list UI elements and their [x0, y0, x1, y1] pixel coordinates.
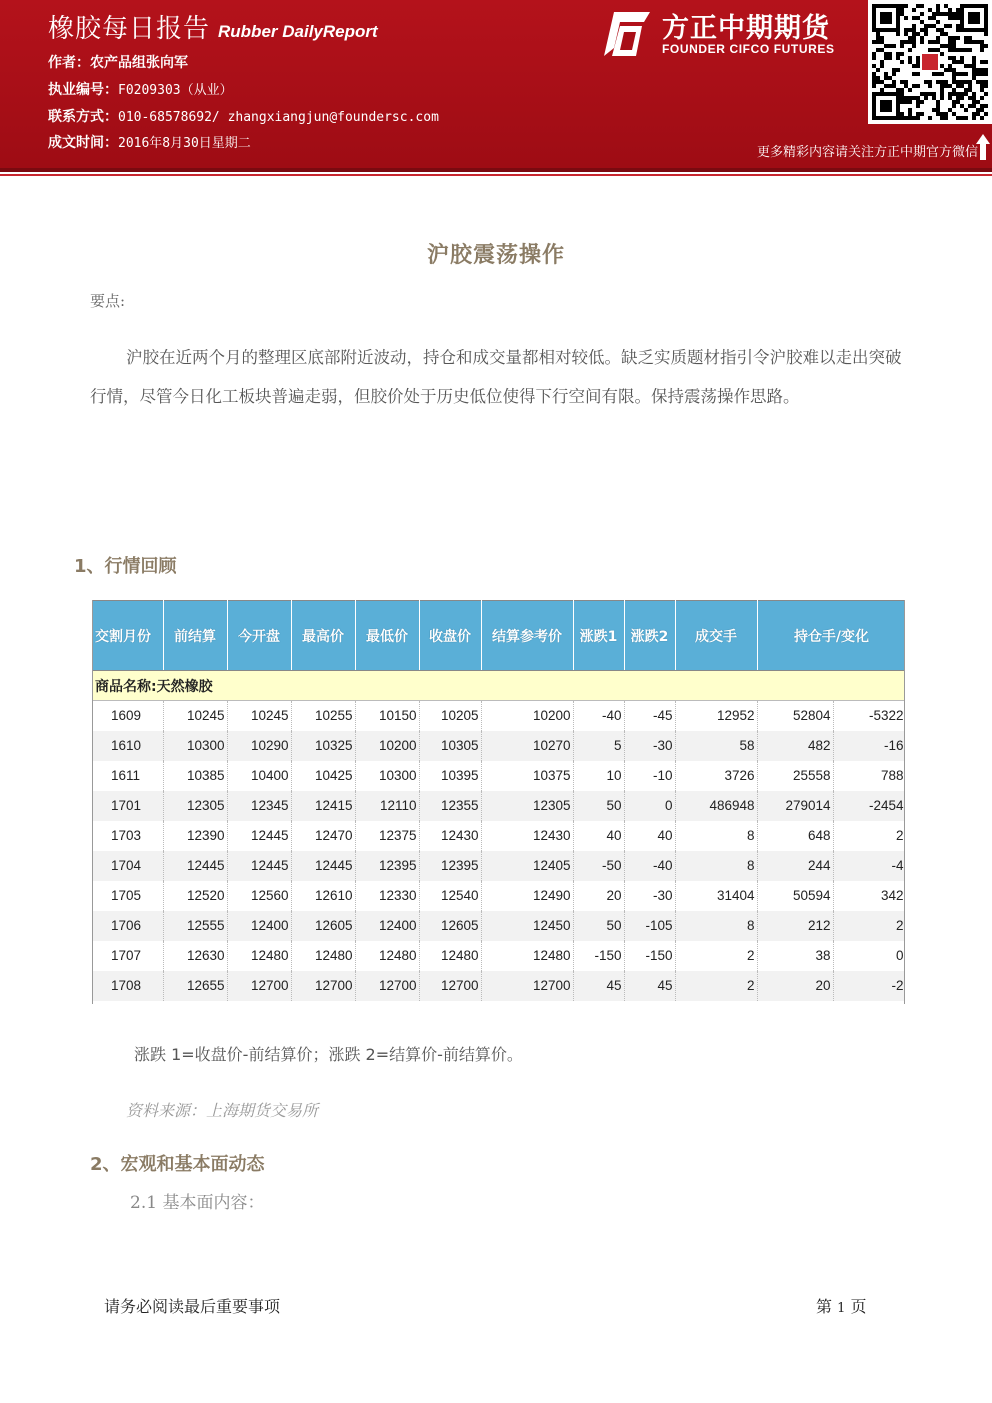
- column-header: 涨跌2: [624, 601, 675, 671]
- table-cell: 1703: [93, 821, 163, 851]
- column-header: 持仓手/变化: [757, 601, 905, 671]
- table-cell: 12390: [163, 821, 227, 851]
- table-cell: 8: [675, 821, 757, 851]
- table-cell: 12355: [419, 791, 481, 821]
- table-cell: -10: [624, 761, 675, 791]
- table-cell: -16: [833, 731, 905, 761]
- table-row: [93, 911, 905, 941]
- report-title-cn: 橡胶每日报告: [48, 14, 211, 44]
- key-points-label: 要点:: [90, 292, 126, 310]
- table-cell: 12700: [355, 971, 419, 1001]
- meta-contact-value: 010-68578692/ zhangxiangjun@foundersc.com: [118, 110, 439, 125]
- column-header: 今开盘: [227, 601, 291, 671]
- table-row: [93, 791, 905, 821]
- table-cell: 12345: [227, 791, 291, 821]
- table-cell: -5322: [833, 701, 905, 731]
- table-cell: 1609: [93, 701, 163, 731]
- table-cell: 10245: [163, 701, 227, 731]
- table-cell: 12700: [291, 971, 355, 1001]
- table-cell: 8: [675, 911, 757, 941]
- table-cell: 45: [573, 971, 624, 1001]
- table-row: [93, 731, 905, 761]
- table-cell: -2454: [833, 791, 905, 821]
- table-cell: 12430: [419, 821, 481, 851]
- table-cell: 3726: [675, 761, 757, 791]
- table-cell: 482: [757, 731, 833, 761]
- table-cell: 40: [624, 821, 675, 851]
- table-cell: 2: [675, 971, 757, 1001]
- meta-contact-label: 联系方式：: [48, 109, 118, 125]
- table-cell: 1706: [93, 911, 163, 941]
- column-header: 涨跌1: [573, 601, 624, 671]
- meta-contact: [48, 106, 439, 126]
- table-cell: 12400: [355, 911, 419, 941]
- header-divider-thin: [0, 174, 992, 176]
- table-cell: 1701: [93, 791, 163, 821]
- column-header: 成交手: [675, 601, 757, 671]
- table-cell: 12480: [227, 941, 291, 971]
- table-cell: 12480: [291, 941, 355, 971]
- meta-date-label: 成文时间：: [48, 135, 118, 151]
- table-cell: -45: [624, 701, 675, 731]
- table-cell: 12110: [355, 791, 419, 821]
- table-cell: 12655: [163, 971, 227, 1001]
- table-cell: 10305: [419, 731, 481, 761]
- table-cell: 12480: [419, 941, 481, 971]
- table-cell: 10375: [481, 761, 573, 791]
- table-cell: 12400: [227, 911, 291, 941]
- column-header: 最低价: [355, 601, 419, 671]
- table-cell: 1705: [93, 881, 163, 911]
- table-cell: 788: [833, 761, 905, 791]
- table-cell: 10300: [355, 761, 419, 791]
- table-row: [93, 941, 905, 971]
- table-cell: -150: [624, 941, 675, 971]
- table-cell: 5: [573, 731, 624, 761]
- company-logo: [604, 6, 856, 60]
- table-cell: 12630: [163, 941, 227, 971]
- table-cell: 12470: [291, 821, 355, 851]
- table-cell: 45: [624, 971, 675, 1001]
- table-cell: 212: [757, 911, 833, 941]
- table-cell: 10: [573, 761, 624, 791]
- table-cell: 10325: [291, 731, 355, 761]
- table-cell: 10400: [227, 761, 291, 791]
- subsection-heading-fundamentals: 2.1 基本面内容：: [130, 1193, 265, 1213]
- table-cell: 1611: [93, 761, 163, 791]
- meta-license: [48, 79, 233, 99]
- table-cell: 12405: [481, 851, 573, 881]
- table-cell: -150: [573, 941, 624, 971]
- table-cell: 0: [833, 941, 905, 971]
- table-cell: 12540: [419, 881, 481, 911]
- market-data-table: [92, 600, 905, 1004]
- table-cell: 10205: [419, 701, 481, 731]
- table-cell: -40: [624, 851, 675, 881]
- meta-author-value: 农产品组张向军: [90, 55, 188, 71]
- wechat-follow-text: 更多精彩内容请关注方正中期官方微信: [756, 145, 978, 160]
- table-cell: 12700: [227, 971, 291, 1001]
- table-row: [93, 881, 905, 911]
- qr-code-icon: [868, 0, 992, 124]
- table-cell: 12395: [419, 851, 481, 881]
- table-cell: -40: [573, 701, 624, 731]
- table-cell: 12480: [481, 941, 573, 971]
- table-cell: 12305: [163, 791, 227, 821]
- table-cell: 12610: [291, 881, 355, 911]
- table-cell: 40: [573, 821, 624, 851]
- table-row: [93, 971, 905, 1001]
- founder-logo-icon: [604, 10, 652, 58]
- table-cell: -4: [833, 851, 905, 881]
- table-cell: 10255: [291, 701, 355, 731]
- table-cell: 12430: [481, 821, 573, 851]
- table-cell: 10395: [419, 761, 481, 791]
- table-cell: 12480: [355, 941, 419, 971]
- table-cell: 58: [675, 731, 757, 761]
- table-cell: 12445: [227, 821, 291, 851]
- report-title: [48, 8, 378, 45]
- table-cell: 10245: [227, 701, 291, 731]
- product-name-row: 商品名称:天然橡胶: [93, 671, 905, 701]
- meta-license-label: 执业编号：: [48, 82, 118, 98]
- table-cell: 10425: [291, 761, 355, 791]
- table-cell: 1610: [93, 731, 163, 761]
- section-heading-market-review: 1、行情回顾: [74, 556, 177, 577]
- header-divider: [0, 168, 992, 172]
- table-cell: 31404: [675, 881, 757, 911]
- header-banner: [0, 0, 992, 168]
- table-cell: 12445: [163, 851, 227, 881]
- meta-author-label: 作者：: [48, 55, 90, 71]
- column-header: 前结算: [163, 601, 227, 671]
- table-cell: 10290: [227, 731, 291, 761]
- meta-license-value: F0209303（从业）: [118, 83, 233, 98]
- wechat-qr-code: [868, 0, 992, 124]
- table-row: [93, 761, 905, 791]
- table-cell: 50: [573, 791, 624, 821]
- table-cell: 1704: [93, 851, 163, 881]
- table-cell: -2: [833, 971, 905, 1001]
- table-cell: 1708: [93, 971, 163, 1001]
- table-cell: 10150: [355, 701, 419, 731]
- table-note: 涨跌 1=收盘价-前结算价；涨跌 2=结算价-前结算价。: [134, 1045, 523, 1064]
- table-cell: 25558: [757, 761, 833, 791]
- table-cell: 486948: [675, 791, 757, 821]
- table-cell: -30: [624, 881, 675, 911]
- table-cell: 12415: [291, 791, 355, 821]
- table-cell: -30: [624, 731, 675, 761]
- table-cell: 12450: [481, 911, 573, 941]
- table-cell: 52804: [757, 701, 833, 731]
- table-row: [93, 821, 905, 851]
- meta-date: [48, 132, 251, 152]
- page-suffix: 页: [850, 1297, 867, 1316]
- table-cell: 10300: [163, 731, 227, 761]
- page-prefix: 第: [816, 1297, 833, 1316]
- table-cell: 2: [833, 911, 905, 941]
- table-cell: -50: [573, 851, 624, 881]
- meta-author: [48, 52, 188, 72]
- table-cell: 12700: [419, 971, 481, 1001]
- table-cell: 342: [833, 881, 905, 911]
- summary-paragraph: 沪胶在近两个月的整理区底部附近波动，持仓和成交量都相对较低。缺乏实质题材指引令沪胶难以走出突破行情，尽管今日化工板块普遍走弱，但胶价处于历史低位使得下行空间有限。保持震荡操作思路。: [90, 348, 902, 406]
- table-cell: -105: [624, 911, 675, 941]
- table-cell: 38: [757, 941, 833, 971]
- report-title-en: Rubber DailyReport: [218, 22, 378, 41]
- table-cell: 12700: [481, 971, 573, 1001]
- table-cell: 12445: [227, 851, 291, 881]
- table-header-row: [93, 601, 905, 671]
- table-cell: 12605: [291, 911, 355, 941]
- table-cell: 10385: [163, 761, 227, 791]
- table-row: [93, 701, 905, 731]
- table-cell: 1707: [93, 941, 163, 971]
- column-header: 交割月份: [93, 601, 163, 671]
- table-cell: 0: [624, 791, 675, 821]
- table-cell: 12605: [419, 911, 481, 941]
- table-cell: 2: [833, 821, 905, 851]
- table-cell: 244: [757, 851, 833, 881]
- page-num: 1: [837, 1301, 846, 1316]
- page-number: [816, 1294, 867, 1317]
- table-cell: 12305: [481, 791, 573, 821]
- table-cell: 20: [757, 971, 833, 1001]
- table-row: [93, 851, 905, 881]
- column-header: 结算参考价: [481, 601, 573, 671]
- logo-text-en: FOUNDER CIFCO FUTURES: [662, 42, 835, 56]
- table-cell: 12555: [163, 911, 227, 941]
- table-cell: 2: [675, 941, 757, 971]
- table-cell: 10200: [355, 731, 419, 761]
- table-cell: 12395: [355, 851, 419, 881]
- column-header: 最高价: [291, 601, 355, 671]
- data-source: 资料来源：上海期货交易所: [126, 1101, 319, 1120]
- table-cell: 50594: [757, 881, 833, 911]
- table-cell: 12952: [675, 701, 757, 731]
- column-header: 收盘价: [419, 601, 481, 671]
- table-cell: 20: [573, 881, 624, 911]
- section-heading-macro: 2、宏观和基本面动态: [90, 1154, 265, 1175]
- table-cell: 12490: [481, 881, 573, 911]
- table-cell: 279014: [757, 791, 833, 821]
- table-cell: 10270: [481, 731, 573, 761]
- up-arrow-icon: [976, 134, 990, 160]
- table-cell: 12560: [227, 881, 291, 911]
- meta-date-value: 2016年8月30日星期二: [118, 136, 251, 151]
- table-cell: 12445: [291, 851, 355, 881]
- table-cell: 12520: [163, 881, 227, 911]
- footer-disclaimer: 请务必阅读最后重要事项: [104, 1297, 281, 1316]
- table-cell: 12330: [355, 881, 419, 911]
- table-cell: 50: [573, 911, 624, 941]
- table-cell: 12375: [355, 821, 419, 851]
- table-cell: 10200: [481, 701, 573, 731]
- table-cell: 648: [757, 821, 833, 851]
- document-title: 沪胶震荡操作: [426, 243, 565, 268]
- table-cell: 8: [675, 851, 757, 881]
- logo-text-cn: 方正中期期货: [662, 13, 830, 44]
